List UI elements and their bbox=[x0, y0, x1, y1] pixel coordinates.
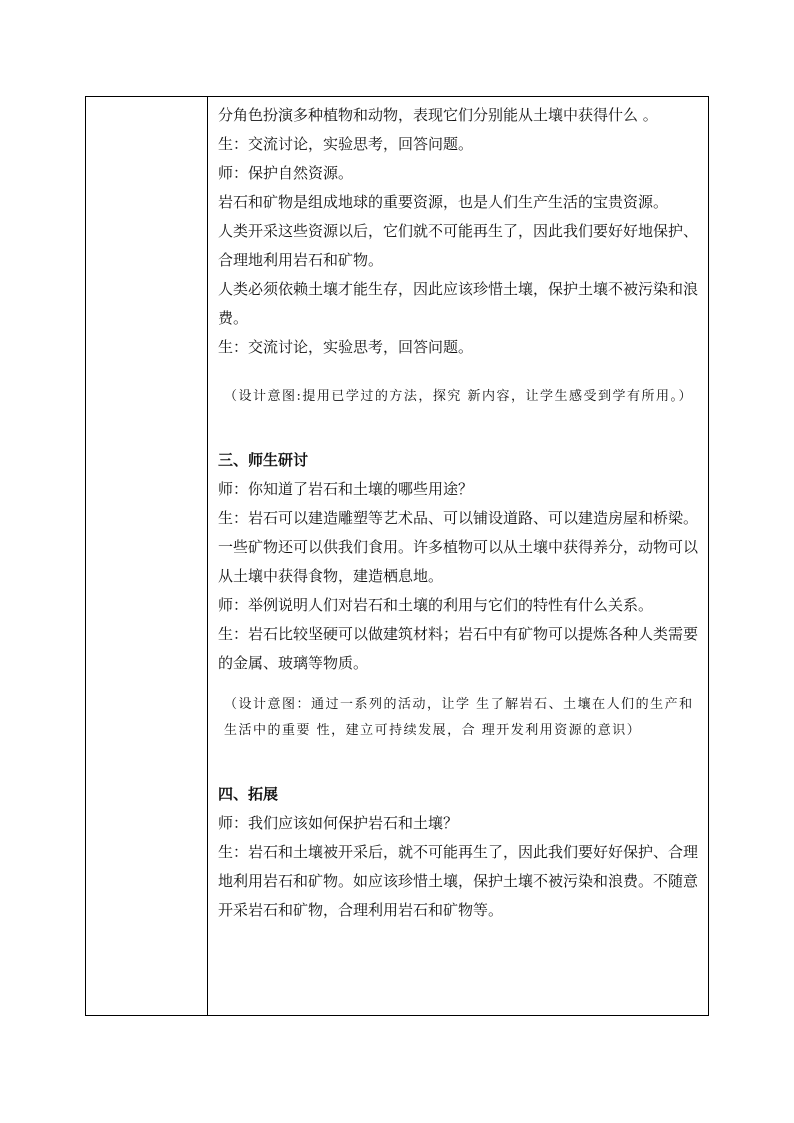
section-4-line-2: 生：岩石和土壤被开采后，就不可能再生了，因此我们要好好保护、合理地利用岩石和矿物。如应该珍惜土壤，保护土壤不被污染和浪费。不随意开采岩石和矿物，合理利用岩石和矿物等。 bbox=[218, 843, 699, 919]
paragraph-soil: 人类必须依赖土壤才能生存，因此应该珍惜土壤，保护土壤不被污染和浪费。 bbox=[218, 280, 699, 327]
section-4-heading: 四、拓展 bbox=[218, 785, 279, 803]
lesson-table bbox=[85, 96, 709, 1016]
section-4-line-1: 师：我们应该如何保护岩石和土壤？ bbox=[218, 814, 459, 832]
paragraph-teacher-protect: 师：保护自然资源。 bbox=[218, 164, 354, 182]
section-3-line-4: 生：岩石比较坚硬可以做建筑材料；岩石中有矿物可以提炼各种人类需要的金属、玻璃等物质。 bbox=[218, 625, 699, 672]
section-3-heading: 三、师生研讨 bbox=[218, 451, 309, 469]
paragraph-resources: 岩石和矿物是组成地球的重要资源，也是人们生产生活的宝贵资源。 bbox=[218, 193, 669, 211]
design-intent-1: （设计意图:提用已学过的方法，探究 新内容，让学生感受到学有所用。） bbox=[224, 389, 694, 404]
paragraph-mining: 人类开采这些资源以后，它们就不可能再生了，因此我们要好好地保护、合理地利用岩石和矿物。 bbox=[218, 222, 699, 269]
design-intent-2: （设计意图：通过一系列的活动，让学 生了解岩石、土壤在人们的生产和生活中的重要 性，建立可持续发展，合 理开发利用资源的意识） bbox=[224, 697, 694, 738]
paragraph-role-play: 分角色扮演多种植物和动物，表现它们分别能从土壤中获得什么 。 bbox=[218, 106, 658, 124]
paragraph-student-discuss-1: 生：交流讨论，实验思考，回答问题。 bbox=[218, 135, 474, 153]
content-cell bbox=[208, 97, 708, 1015]
section-3-line-2: 生：岩石可以建造雕塑等艺术品、可以铺设道路、可以建造房屋和桥梁。一些矿物还可以供我们食用。许多植物可以从土壤中获得养分，动物可以从土壤中获得食物，建造栖息地。 bbox=[218, 509, 699, 585]
left-column-cell bbox=[86, 97, 208, 1015]
section-3-line-1: 师：你知道了岩石和土壤的哪些用途？ bbox=[218, 480, 474, 498]
paragraph-student-discuss-2: 生：交流讨论，实验思考，回答问题。 bbox=[218, 338, 474, 356]
section-3-line-3: 师：举例说明人们对岩石和土壤的利用与它们的特性有什么关系。 bbox=[218, 596, 654, 614]
